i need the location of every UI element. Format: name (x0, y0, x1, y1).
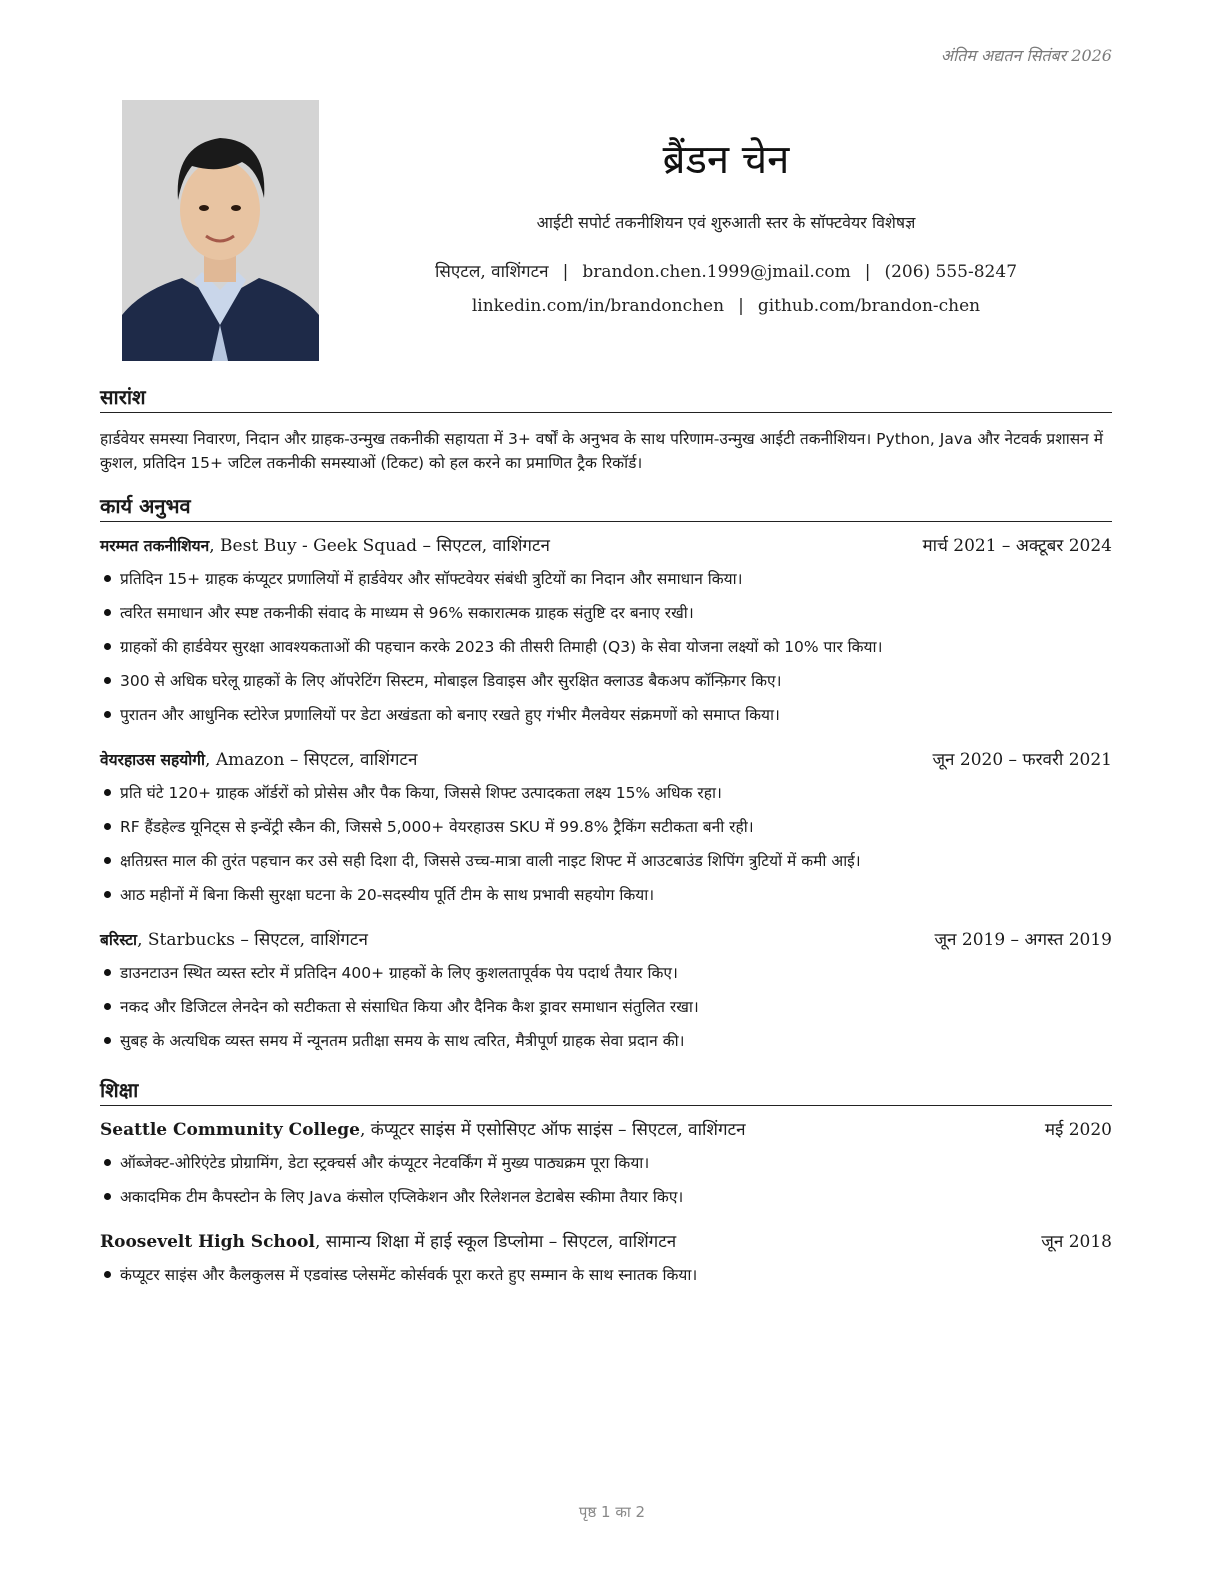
list-item: ऑब्जेक्ट-ओरिएंटेड प्रोग्रामिंग, डेटा स्ट्रक्चर्स और कंप्यूटर नेटवर्किंग में मुख्य पाठ्यक्रम पूरा किया। (100, 1146, 1112, 1180)
profile-photo (122, 100, 319, 361)
degree: , सामान्य शिक्षा में हाई स्कूल डिप्लोमा – सिएटल, वाशिंगटन (314, 1232, 677, 1252)
list-item: त्वरित समाधान और स्पष्ट तकनीकी संवाद के माध्यम से 96% सकारात्मक ग्राहक संतुष्टि दर बनाए रखी। (100, 596, 1112, 630)
experience-section (100, 492, 1112, 1058)
education-entry (100, 1116, 1112, 1214)
page-number: पृष्ठ 1 का 2 (578, 1503, 646, 1521)
list-item: अकादमिक टीम कैपस्टोन के लिए Java कंसोल एप्लिकेशन और रिलेशनल डेटाबेस स्कीमा तैयार किए। (100, 1180, 1112, 1214)
last-updated: अंतिम अद्यतन सितंबर 2026 (940, 46, 1112, 65)
contact-info (340, 255, 1112, 323)
list-item: प्रति घंटे 120+ ग्राहक ऑर्डरों को प्रोसेस और पैक किया, जिससे शिफ्ट उत्पादकता लक्ष्य 15% अधिक रहा। (100, 776, 1112, 810)
list-item: 300 से अधिक घरेलू ग्राहकों के लिए ऑपरेटिंग सिस्टम, मोबाइल डिवाइस और सुरक्षित क्लाउड बैकअप कॉन्फ़िगर किए। (100, 664, 1112, 698)
header (340, 120, 1112, 323)
job-role: वेयरहाउस सहयोगी (100, 751, 206, 769)
candidate-title: आईटी सपोर्ट तकनीशियन एवं शुरुआती स्तर के सॉफ्टवेयर विशेषज्ञ (536, 213, 916, 232)
job-entry (100, 746, 1112, 912)
list-item: RF हैंडहेल्ड यूनिट्स से इन्वेंट्री स्कैन की, जिससे 5,000+ वेयरहाउस SKU में 99.8% ट्रैकिंग सटीकता बनी रही। (100, 810, 1112, 844)
education-entry (100, 1228, 1112, 1292)
job-org: , Starbucks – सिएटल, वाशिंगटन (137, 930, 368, 950)
separator: | (738, 296, 744, 316)
job-dates: मार्च 2021 – अक्टूबर 2024 (922, 536, 1112, 556)
list-item: डाउनटाउन स्थित व्यस्त स्टोर में प्रतिदिन 400+ ग्राहकों के लिए कुशलतापूर्वक पेय पदार्थ तैयार किए। (100, 956, 1112, 990)
job-org: , Amazon – सिएटल, वाशिंगटन (205, 750, 418, 770)
education-section (100, 1076, 1112, 1292)
list-item: ग्राहकों की हार्डवेयर सुरक्षा आवश्यकताओं की पहचान करके 2023 की तीसरी तिमाही (Q3) के सेवा योजना लक्ष्यों को 10% पार किया। (100, 630, 1112, 664)
job-org: , Best Buy - Geek Squad – सिएटल, वाशिंगटन (209, 536, 550, 556)
education-date: मई 2020 (1044, 1120, 1112, 1140)
list-item: सुबह के अत्यधिक व्यस्त समय में न्यूनतम प्रतीक्षा समय के साथ त्वरित, मैत्रीपूर्ण ग्राहक सेवा प्रदान की। (100, 1024, 1112, 1058)
job-entry (100, 532, 1112, 732)
contact-linkedin[interactable]: linkedin.com/in/brandonchen (471, 296, 725, 316)
list-item: आठ महीनों में बिना किसी सुरक्षा घटना के 20-सदस्यीय पूर्ति टीम के साथ प्रभावी सहयोग किया। (100, 878, 1112, 912)
contact-phone[interactable]: (206) 555-8247 (884, 262, 1018, 282)
contact-github[interactable]: github.com/brandon-chen (757, 296, 981, 316)
summary-text: हार्डवेयर समस्या निवारण, निदान और ग्राहक-उन्मुख तकनीकी सहायता में 3+ वर्षों के अनुभव के साथ परिणाम-उन्मुख आईटी तकनीशियन। Python, Java और नेटवर्क प्रशासन में कुशल, प्रतिदिन 15+ जटिल तकनीकी समस्याओं (टिकट) को हल करने का प्रमाणित ट्रैक रिकॉर्ड। (100, 430, 1104, 472)
job-role: मरम्मत तकनीशियन (100, 537, 210, 555)
list-item: कंप्यूटर साइंस और कैलकुलस में एडवांस्ड प्लेसमेंट कोर्सवर्क पूरा करते हुए सम्मान के साथ स्नातक किया। (100, 1258, 1112, 1292)
list-item: नकद और डिजिटल लेनदेन को सटीकता से संसाधित किया और दैनिक कैश ड्रावर समाधान संतुलित रखा। (100, 990, 1112, 1024)
school-name: Seattle Community College (100, 1120, 360, 1140)
list-item: पुरातन और आधुनिक स्टोरेज प्रणालियों पर डेटा अखंडता को बनाए रखते हुए गंभीर मैलवेयर संक्रमणों को समाप्त किया। (100, 698, 1112, 732)
job-dates: जून 2019 – अगस्त 2019 (934, 930, 1112, 950)
job-dates: जून 2020 – फरवरी 2021 (932, 750, 1112, 770)
separator: | (864, 262, 871, 282)
summary-section (100, 383, 1112, 475)
list-item: क्षतिग्रस्त माल की तुरंत पहचान कर उसे सही दिशा दी, जिससे उच्च-मात्रा वाली नाइट शिफ्ट में आउटबाउंड शिपिंग त्रुटियों में कमी आई। (100, 844, 1112, 878)
school-name: Roosevelt High School (100, 1232, 315, 1252)
job-role: बरिस्टा (100, 931, 138, 949)
contact-location: सिएटल, वाशिंगटन (434, 262, 549, 282)
job-entry (100, 926, 1112, 1058)
section-title: सारांश (100, 383, 1112, 413)
separator: | (562, 262, 569, 282)
candidate-name: ब्रैंडन चेन (662, 137, 790, 183)
section-title: कार्य अनुभव (100, 492, 1112, 522)
section-title: शिक्षा (100, 1076, 1112, 1106)
contact-email[interactable]: brandon.chen.1999@jmail.com (582, 262, 851, 282)
education-date: जून 2018 (1041, 1232, 1112, 1252)
degree: , कंप्यूटर साइंस में एसोसिएट ऑफ साइंस – सिएटल, वाशिंगटन (359, 1120, 746, 1140)
list-item: प्रतिदिन 15+ ग्राहक कंप्यूटर प्रणालियों में हार्डवेयर और सॉफ्टवेयर संबंधी त्रुटियों का निदान और समाधान किया। (100, 562, 1112, 596)
